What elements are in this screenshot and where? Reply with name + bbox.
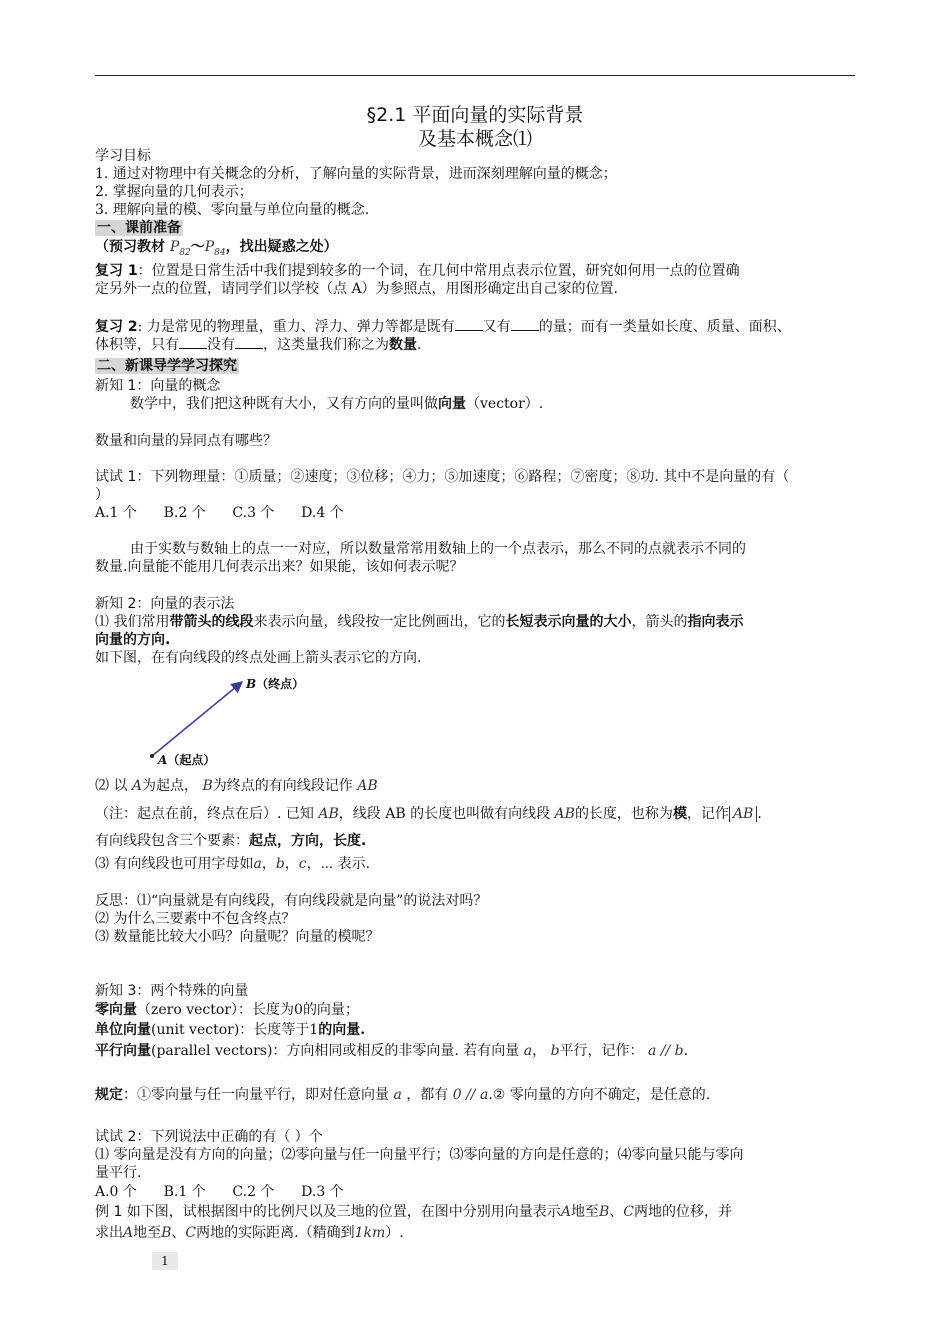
page-number: 1 <box>152 1252 178 1270</box>
fill-blank[interactable] <box>235 336 263 349</box>
goal-item: 1. 通过对物理中有关概念的分析，了解向量的实际背景，进而深刻理解向量的概念； <box>95 166 617 182</box>
knowledge-2-heading: 新知 2：向量的表示法 <box>95 596 235 612</box>
exercise-1: 试试 1：下列物理量：①质量；②速度；③位移；④力；⑤加速度；⑥路程；⑦密度；⑧功. 其中不是向量的有（ <box>95 469 790 485</box>
knowledge-1-text: 数学中，我们把这种既有大小，又有方向的量叫做向量（vector）. <box>130 396 544 412</box>
knowledge-2-line-5: （注：起点在前，终点在后）. 已知 AB，线段 AB 的长度也叫做有向线段 AB的长度，也称为模，记作 AB . <box>95 806 762 822</box>
startpoint-label: A（起点） <box>158 753 216 767</box>
knowledge-2-line-1: ⑴ 我们常用带箭头的线段来表示向量，线段按一定比例画出，它的长短表示向量的大小，箭头的指向表示 <box>95 614 744 630</box>
vector-arrow <box>152 682 242 756</box>
reflection-2: ⑵ 为什么三要素中不包含终点？ <box>95 911 296 927</box>
review-2-cont: 体积等，只有 没有 ，这类量我们称之为数量. <box>95 337 422 353</box>
review-1: 复习 1：位置是日常生活中我们提到较多的一个词，在几何中常用点表示位置，研究如何用一点的位置确 <box>95 263 740 279</box>
fill-blank[interactable] <box>455 318 483 331</box>
paragraph-1-cont: 数量.向量能不能用几何表示出来？如果能，该如何表示呢？ <box>95 559 464 575</box>
knowledge-2-line-3: 如下图，在有向线段的终点处画上箭头表示它的方向. <box>95 650 422 666</box>
reflection-1: 反思：⑴“向量就是有向线段，有向线段就是向量”的说法对吗？ <box>95 893 488 909</box>
knowledge-2-line-4: ⑵ 以 A为起点， B为终点的有向线段记作 AB <box>95 778 378 794</box>
exercise-2: 试试 2：下列说法中正确的有（ ）个 <box>95 1129 323 1145</box>
exercise-2-line-2: ⑴ 零向量是没有方向的向量；⑵零向量与任一向量平行；⑶零向量的方向是任意的；⑷零向量只能与零向 <box>95 1147 744 1163</box>
page-title: §2.1 平面向量的实际背景 <box>366 104 584 126</box>
parallel-vector-def: 平行向量(parallel vectors)：方向相同或相反的非零向量. 若有向量 a， b平行，记作： a // b. <box>95 1043 689 1059</box>
page-subtitle: 及基本概念⑴ <box>417 128 532 150</box>
section-2-heading-text: 二、新课导学学习探究 <box>97 358 237 374</box>
exercise-2-options: A.0 个 B.1 个 C.2 个 D.3 个 <box>95 1184 344 1200</box>
knowledge-2-line-2: 向量的方向. <box>95 632 171 648</box>
section-1-heading <box>95 219 855 237</box>
reflection-3: ⑶ 数量能比较大小吗？向量呢？向量的模呢？ <box>95 929 380 945</box>
start-point <box>150 754 154 758</box>
section-2-heading <box>95 357 855 375</box>
endpoint-label: B（终点） <box>246 677 305 691</box>
exercise-2-line-3: 量平行. <box>95 1165 142 1181</box>
goals-heading: 学习目标 <box>95 148 151 164</box>
norm-notation: AB <box>729 806 757 822</box>
knowledge-2-line-7: ⑶ 有向线段也可用字母如a，b，c，⋯ 表示. <box>95 856 371 872</box>
question-1: 数量和向量的异同点有哪些？ <box>95 433 277 449</box>
example-1: 例 1 如下图，试根据图中的比例尺以及三地的位置，在图中分别用向量表示A地至B、C两地的位移，并 <box>95 1204 732 1220</box>
rule-statement: 规定：①零向量与任一向量平行，即对任意向量 a ，都有 0 // a.② 零向量的方向不确定，是任意的. <box>95 1087 711 1103</box>
knowledge-3-heading: 新知 3：两个特殊的向量 <box>95 983 249 999</box>
paragraph-1: 由于实数与数轴上的点一一对应，所以数量常常用数轴上的一个点表示，那么不同的点就表示不同的 <box>130 541 746 557</box>
preview-note: （预习教材 $P_{82}\sim P_{84}$，找出疑惑之处） <box>95 239 338 258</box>
unit-vector-def: 单位向量(unit vector)：长度等于1的向量. <box>95 1022 366 1038</box>
review-1-cont: 定另外一点的位置，请同学们以学校（点 A）为参照点，用图形确定出自己家的位置. <box>95 281 619 297</box>
goal-item: 2. 掌握向量的几何表示； <box>95 184 253 200</box>
exercise-1-cont: ） <box>95 487 109 503</box>
example-1-cont: 求出A地至B、C两地的实际距离.（精确到1km）. <box>95 1225 404 1241</box>
knowledge-1-heading: 新知 1：向量的概念 <box>95 378 221 394</box>
fill-blank[interactable] <box>179 336 207 349</box>
header-rule <box>95 75 855 76</box>
knowledge-2-line-6: 有向线段包含三个要素：起点，方向，长度. <box>95 833 367 849</box>
section-1-heading-text: 一、课前准备 <box>97 220 181 236</box>
zero-vector-def: 零向量（zero vector）：长度为0的向量； <box>95 1002 359 1018</box>
exercise-1-options: A.1 个 B.2 个 C.3 个 D.4 个 <box>95 505 344 521</box>
goal-item: 3. 理解向量的模、零向量与单位向量的概念. <box>95 202 370 218</box>
review-2: 复习 2: 力是常见的物理量，重力、浮力、弹力等都是既有 又有 的量；而有一类量如长度、质量、面积、 <box>95 319 791 335</box>
fill-blank[interactable] <box>511 318 539 331</box>
